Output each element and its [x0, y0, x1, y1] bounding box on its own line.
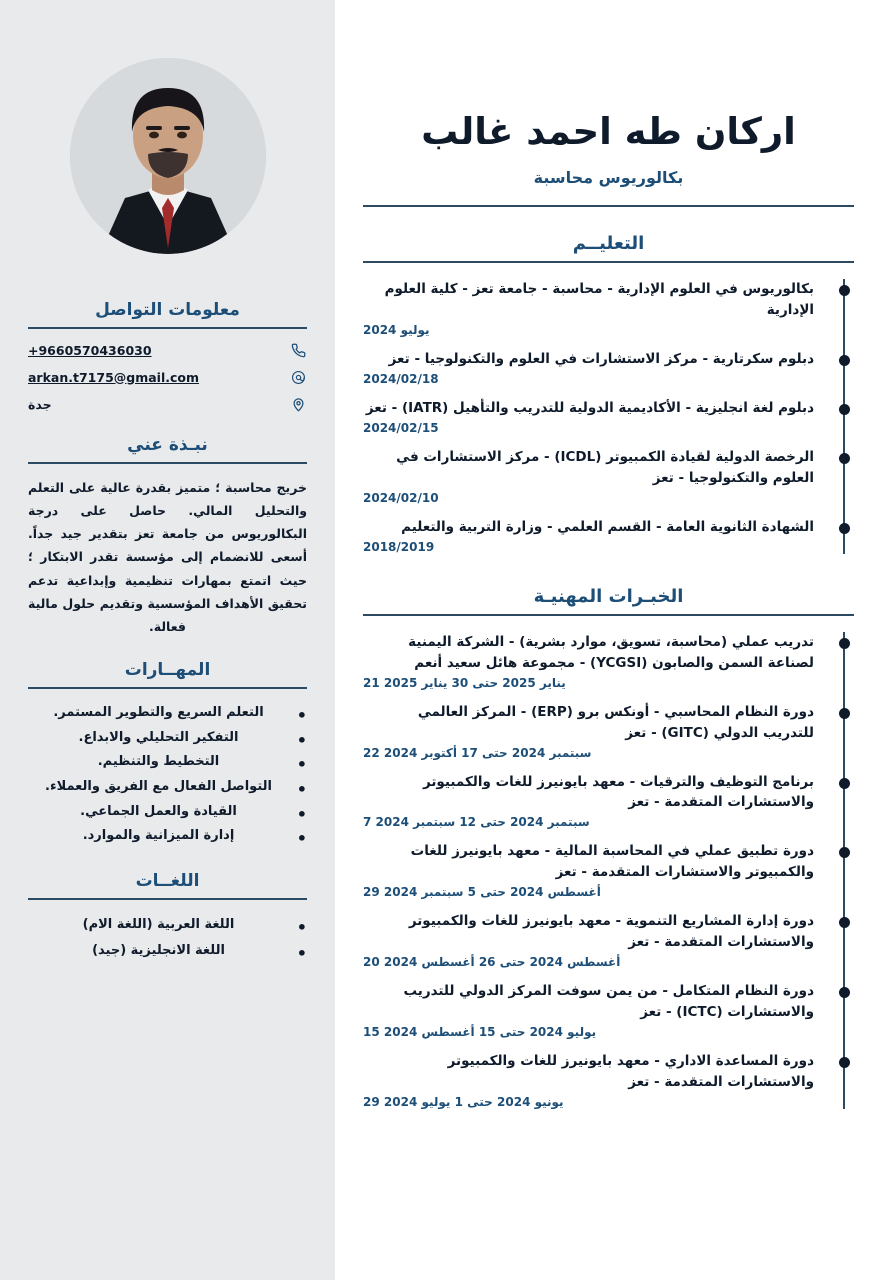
- contact-title: معلومات التواصل: [95, 300, 240, 320]
- experience-title: الخبـرات المهنيـة: [533, 585, 684, 607]
- experience-item: [363, 975, 828, 1045]
- timeline-dot-icon: [839, 523, 850, 534]
- experience-item: [363, 1045, 828, 1115]
- list-item: • التخطيط والتنظيم.: [28, 750, 307, 775]
- experience-item-date: 20 أغسطس 2024 حتى 26 أغسطس 2024: [363, 955, 621, 970]
- contact-section: [28, 300, 307, 413]
- list-item: • التفكير التحليلي والابداع.: [28, 726, 307, 751]
- avatar: [70, 58, 266, 254]
- portrait-photo-icon: [70, 58, 266, 254]
- list-item: • التواصل الفعال مع الفريق والعملاء.: [28, 775, 307, 800]
- list-item: • اللغة العربية (اللغة الام): [28, 912, 307, 938]
- contact-location-row: [28, 395, 307, 413]
- skills-list: [28, 701, 307, 849]
- timeline-dot-icon: [839, 404, 850, 415]
- timeline-dot-icon: [839, 638, 850, 649]
- education-item-title: دبلوم لغة انجليزية - الأكاديمية الدولية للتدريب والتأهيل (IATR) - تعز: [365, 400, 814, 417]
- education-item: [363, 273, 828, 343]
- experience-item: [363, 626, 828, 696]
- contact-email-row[interactable]: [28, 368, 307, 386]
- languages-section: [28, 871, 307, 964]
- education-title: التعليــم: [572, 233, 645, 255]
- timeline-dot-icon: [839, 987, 850, 998]
- contact-email-value: arkan.t7175@gmail.com: [28, 369, 200, 385]
- list-item: • إدارة الميزانية والموارد.: [28, 824, 307, 849]
- education-item-date: 2024/02/15: [363, 421, 439, 436]
- education-item-title: دبلوم سكرتارية - مركز الاستشارات في العلوم والتكنولوجيا - تعز: [388, 351, 814, 368]
- list-item: • اللغة الانجليزية (جيد): [28, 938, 307, 964]
- education-item-date: 2024/02/18: [363, 372, 439, 387]
- skills-divider: [28, 687, 307, 689]
- experience-divider: [363, 614, 854, 616]
- location-icon: [289, 395, 307, 413]
- about-section: [28, 435, 307, 638]
- timeline-dot-icon: [839, 708, 850, 719]
- contact-phone-row[interactable]: [28, 341, 307, 359]
- education-item-date: يوليو 2024: [363, 323, 430, 338]
- education-timeline: [363, 273, 854, 559]
- experience-item-date: 29 يونيو 2024 حتى 1 يوليو 2024: [363, 1094, 564, 1109]
- education-section: [363, 233, 854, 559]
- experience-item-date: 29 أغسطس 2024 حتى 5 سبتمبر 2024: [363, 885, 601, 900]
- skills-title: المهــارات: [124, 659, 211, 680]
- experience-item: [363, 696, 828, 766]
- timeline-dot-icon: [839, 778, 850, 789]
- education-item: [363, 441, 828, 511]
- timeline-dot-icon: [839, 355, 850, 366]
- contact-phone-value: +9660570436030: [28, 342, 152, 358]
- timeline-dot-icon: [839, 1057, 850, 1068]
- education-item: [363, 392, 828, 441]
- education-item: [363, 343, 828, 392]
- contact-location-value: جدة: [28, 396, 52, 412]
- education-item-title: بكالوريوس في العلوم الإدارية - محاسبة - جامعة تعز - كلية العلوم الإدارية: [384, 281, 814, 319]
- experience-item-title: برنامج التوظيف والترقيات - معهد بايونيرز للغات والكمبيوتر والاستشارات المتقدمة - تعز: [422, 773, 814, 811]
- contact-list: [28, 341, 307, 413]
- timeline-dot-icon: [839, 453, 850, 464]
- experience-item-title: دورة إدارة المشاريع التنموية - معهد بايونيرز للغات والكمبيوتر والاستشارات المتقدمة - تعز: [408, 913, 814, 951]
- timeline-dot-icon: [839, 847, 850, 858]
- education-item-title: الشهادة الثانوية العامة - القسم العلمي - وزارة التربية والتعليم: [401, 518, 814, 535]
- list-item: • التعلم السريع والتطوير المستمر.: [28, 701, 307, 726]
- experience-item-title: دورة النظام المحاسبي - أونكس برو (ERP) - المركز العالمي للتدريب الدولي (GITC) - تعز: [417, 703, 814, 741]
- skills-section: [28, 660, 307, 849]
- experience-item: [363, 766, 828, 836]
- sidebar-column: [0, 0, 335, 1280]
- contact-divider: [28, 327, 307, 329]
- experience-section: [363, 586, 854, 1115]
- timeline-dot-icon: [839, 285, 850, 296]
- experience-item: [363, 905, 828, 975]
- header-subtitle: بكالوريوس محاسبة: [533, 168, 684, 188]
- experience-item: [363, 835, 828, 905]
- timeline-dot-icon: [839, 917, 850, 928]
- list-item: • القيادة والعمل الجماعي.: [28, 800, 307, 825]
- experience-item-date: 7 سبتمبر 2024 حتى 12 سبتمبر 2024: [363, 815, 590, 830]
- education-item-date: 2024/02/10: [363, 490, 439, 505]
- experience-item-title: دورة النظام المتكامل - من يمن سوفت المركز الدولي للتدريب والاستشارات (ICTC) - تعز: [403, 983, 814, 1020]
- education-item-date: 2018/2019: [363, 539, 435, 554]
- experience-item-title: دورة تطبيق عملي في المحاسبة المالية - معهد بايونيرز للغات والكمبيوتر والاستشارات المتقدمة - تعز: [410, 843, 814, 881]
- main-column: [335, 0, 890, 1280]
- header-block: [363, 0, 854, 207]
- page-title: اركان طه احمد غالب: [421, 110, 796, 153]
- experience-item-title: تدريب عملي (محاسبة، تسويق، موارد بشرية) - الشركة اليمنية لصناعة السمن والصابون (YCGSI) - مجموعة هائل سعيد أنعم: [408, 633, 814, 671]
- education-item-title: الرخصة الدولية لقيادة الكمبيوتر (ICDL) - مركز الاستشارات في العلوم والتكنولوجيا - تعز: [396, 449, 814, 486]
- about-title: نبـذة عني: [127, 435, 208, 455]
- header-divider: [363, 205, 854, 207]
- phone-icon: [289, 341, 307, 359]
- about-divider: [28, 462, 307, 464]
- experience-item-title: دورة المساعدة الاداري - معهد بايونيرز للغات والكمبيوتر والاستشارات المتقدمة - تعز: [447, 1052, 814, 1090]
- experience-item-date: 22 سبتمبر 2024 حتى 17 أكتوبر 2024: [363, 745, 592, 760]
- languages-divider: [28, 898, 307, 900]
- languages-list: [28, 912, 307, 964]
- experience-timeline: [363, 626, 854, 1115]
- education-item: [363, 511, 828, 560]
- about-text: خريج محاسبة ؛ متميز بقدرة عالية على التعلم والتحليل المالي. حاصل على درجة البكالوريوس من جامعة تعز بتقدير جيد جداً. أسعى للانضمام إلى مؤسسة تقدر الابتكار ؛ حيث اتمتع بمهارات تنظيمية وإبداعية تدعم تحقيق الأهداف المؤسسية وتقديم حلول مالية فعالة.: [28, 480, 307, 634]
- languages-title: اللغــات: [135, 871, 200, 891]
- experience-item-date: 21 يناير 2025 حتى 30 يناير 2025: [363, 675, 566, 690]
- experience-item-date: 15 يوليو 2024 حتى 15 أغسطس 2024: [363, 1024, 597, 1039]
- email-icon: [289, 368, 307, 386]
- education-divider: [363, 261, 854, 263]
